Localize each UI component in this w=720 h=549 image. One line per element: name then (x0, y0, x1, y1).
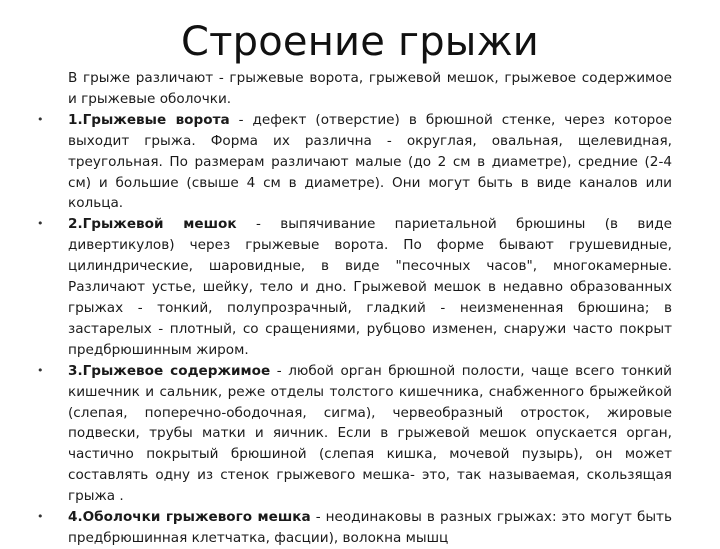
list-item-hernia-sac (37, 214, 672, 360)
list-item-hernia-gate (37, 110, 672, 215)
item-term: 4.Оболочки грыжевого мешка (68, 509, 311, 526)
item-term: 1.Грыжевые ворота (68, 111, 230, 128)
item-text: - неодинаковы в разных грыжах: это могут быть предбрюшинная клетчатка, фасции), волокна мышц (68, 509, 672, 546)
bullet-icon: • (37, 510, 44, 524)
item-term: 3.Грыжевое содержимое (68, 362, 271, 379)
list-item-hernia-membranes (37, 507, 672, 549)
item-text: - дефект (отверстие) в брюшной стенке, через которое выходит грыжа. Форма их различна - округлая, овальная, щелевидная, треугольная. По размерам различают малые (до 2 см в диаметре), средние (2-4 см) и большие (свыше 4 см в диаметре). Они могут быть в виде каналов или кольца. (68, 111, 672, 212)
item-text: - любой орган брюшной полости, чаще всего тонкий кишечник и сальник, реже отделы толстого кишечника, снабженного брыжейкой (слепая, поперечно-ободочная, сигма), червеобразный отросток, жировые подвески, трубы матки и яичник. Если в грыжевой мешок опускается орган, частично покрытый брюшиной (слепая кишка, мочевой пузырь), он может составлять одну из стенок грыжевого мешка- это, так называемая, скользящая грыжа . (68, 362, 673, 505)
list-item-hernia-content (37, 361, 673, 507)
bullet-icon: • (37, 363, 44, 377)
item-term: 2.Грыжевой мешок (68, 216, 237, 233)
slide-body (37, 68, 673, 549)
bullet-icon: • (37, 217, 44, 231)
bullet-icon: • (37, 112, 44, 126)
slide-title: Строение грыжи (181, 19, 539, 65)
intro-paragraph: В грыже различают - грыжевые ворота, грыжевой мешок, грыжевое содержимое и грыжевые оболочки. (68, 70, 672, 107)
item-text: - выпячивание париетальной брюшины (в виде дивертикулов) через грыжевые ворота. По форме бывают грушевидные, цилиндрические, шаровидные, в виде "песочных часов", многокамерные. Различают устье, шейку, тело и дно. Грыжевой мешок в недавно образованных грыжах - тонкий, полупрозрачный, гладкий - неизмененная брюшина; в застарелых - плотный, со сращениями, рубцово изменен, снаружи часто покрыт предбрюшинным жиром. (68, 216, 672, 358)
